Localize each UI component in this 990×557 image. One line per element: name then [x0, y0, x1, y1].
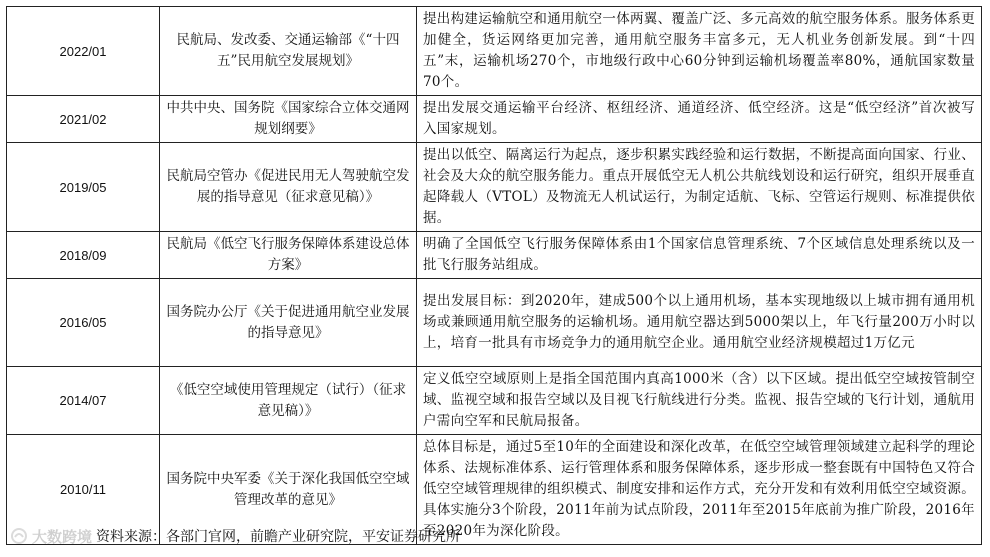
summary-cell: 总体目标是，通过5至10年的全面建设和深化改革，在低空空域管理领域建立起科学的理论体系、法规标准体系、运行管理体系和服务保障体系，逐步形成一整套既有中国特色又符合低空空域管理规律的组织模式、制度安排和运作方式，充分开发和有效利用低空空域资源。具体实施分3个阶段，2011年前为试点阶段，2011年至2015年底前为推广阶段，2016年至2020年为深化阶段。	[417, 435, 982, 545]
summary-cell: 提出发展目标：到2020年，建成500个以上通用机场，基本实现地级以上城市拥有通用机场或兼顾通用航空服务的运输机场。通用航空器达到5000架以上，年飞行量200万小时以上，培育一批具有市场竞争力的通用航空企业。通用航空业经济规模超过1万亿元	[417, 279, 982, 367]
date-cell: 2019/05	[7, 143, 160, 232]
watermark-logo-icon	[10, 527, 28, 545]
summary-cell: 定义低空空域原则上是指全国范围内真高1000米（含）以下区域。提出低空空域按管制空域、监视空域和报告空域以及目视飞行航线进行分类。监视、报告空域的飞行计划，通航用户需向空军和民航局报备。	[417, 367, 982, 435]
table-row	[7, 143, 982, 232]
watermark	[10, 526, 92, 547]
footer	[10, 524, 460, 548]
document-cell: 国务院中央军委《关于深化我国低空空域管理改革的意见》	[160, 435, 417, 545]
document-cell: 中共中央、国务院《国家综合立体交通网规划纲要》	[160, 96, 417, 143]
policy-table	[6, 6, 982, 545]
source-note: 资料来源：各部门官网，前瞻产业研究院，平安证券研究所	[96, 529, 461, 545]
summary-cell: 明确了全国低空飞行服务保障体系由1个国家信息管理系统、7个区域信息处理系统以及一批飞行服务站组成。	[417, 232, 982, 279]
document-cell: 国务院办公厅《关于促进通用航空业发展的指导意见》	[160, 279, 417, 367]
table-row	[7, 279, 982, 367]
document-cell: 民航局《低空飞行服务保障体系建设总体方案》	[160, 232, 417, 279]
table-row	[7, 96, 982, 143]
watermark-text: 大数跨境	[32, 528, 93, 546]
summary-cell: 提出以低空、隔离运行为起点，逐步积累实践经验和运行数据，不断提高面向国家、行业、社会及大众的航空服务能力。重点开展低空无人机公共航线划设和运行研究，组织开展垂直起降载人（VTOL）及物流无人机试运行，为制定适航、飞标、空管运行规则、标准提供依据。	[417, 143, 982, 232]
table-row	[7, 367, 982, 435]
date-cell: 2018/09	[7, 232, 160, 279]
date-cell: 2022/01	[7, 7, 160, 96]
date-cell: 2016/05	[7, 279, 160, 367]
summary-cell: 提出发展交通运输平台经济、枢纽经济、通道经济、低空经济。这是“低空经济”首次被写入国家规划。	[417, 96, 982, 143]
document-cell: 民航局、发改委、交通运输部《“十四五”民用航空发展规划》	[160, 7, 417, 96]
document-cell: 民航局空管办《促进民用无人驾驶航空发展的指导意见（征求意见稿）》	[160, 143, 417, 232]
table-row	[7, 232, 982, 279]
table-row	[7, 7, 982, 96]
document-cell: 《低空空域使用管理规定（试行）（征求意见稿）》	[160, 367, 417, 435]
date-cell: 2014/07	[7, 367, 160, 435]
date-cell: 2021/02	[7, 96, 160, 143]
date-cell: 2010/11	[7, 435, 160, 545]
summary-cell: 提出构建运输航空和通用航空一体两翼、覆盖广泛、多元高效的航空服务体系。服务体系更加健全，货运网络更加完善，通用航空服务丰富多元，无人机业务创新发展。到“十四五”末，运输机场270个，市地级行政中心60分钟到运输机场覆盖率80%，通航国家数量70个。	[417, 7, 982, 96]
